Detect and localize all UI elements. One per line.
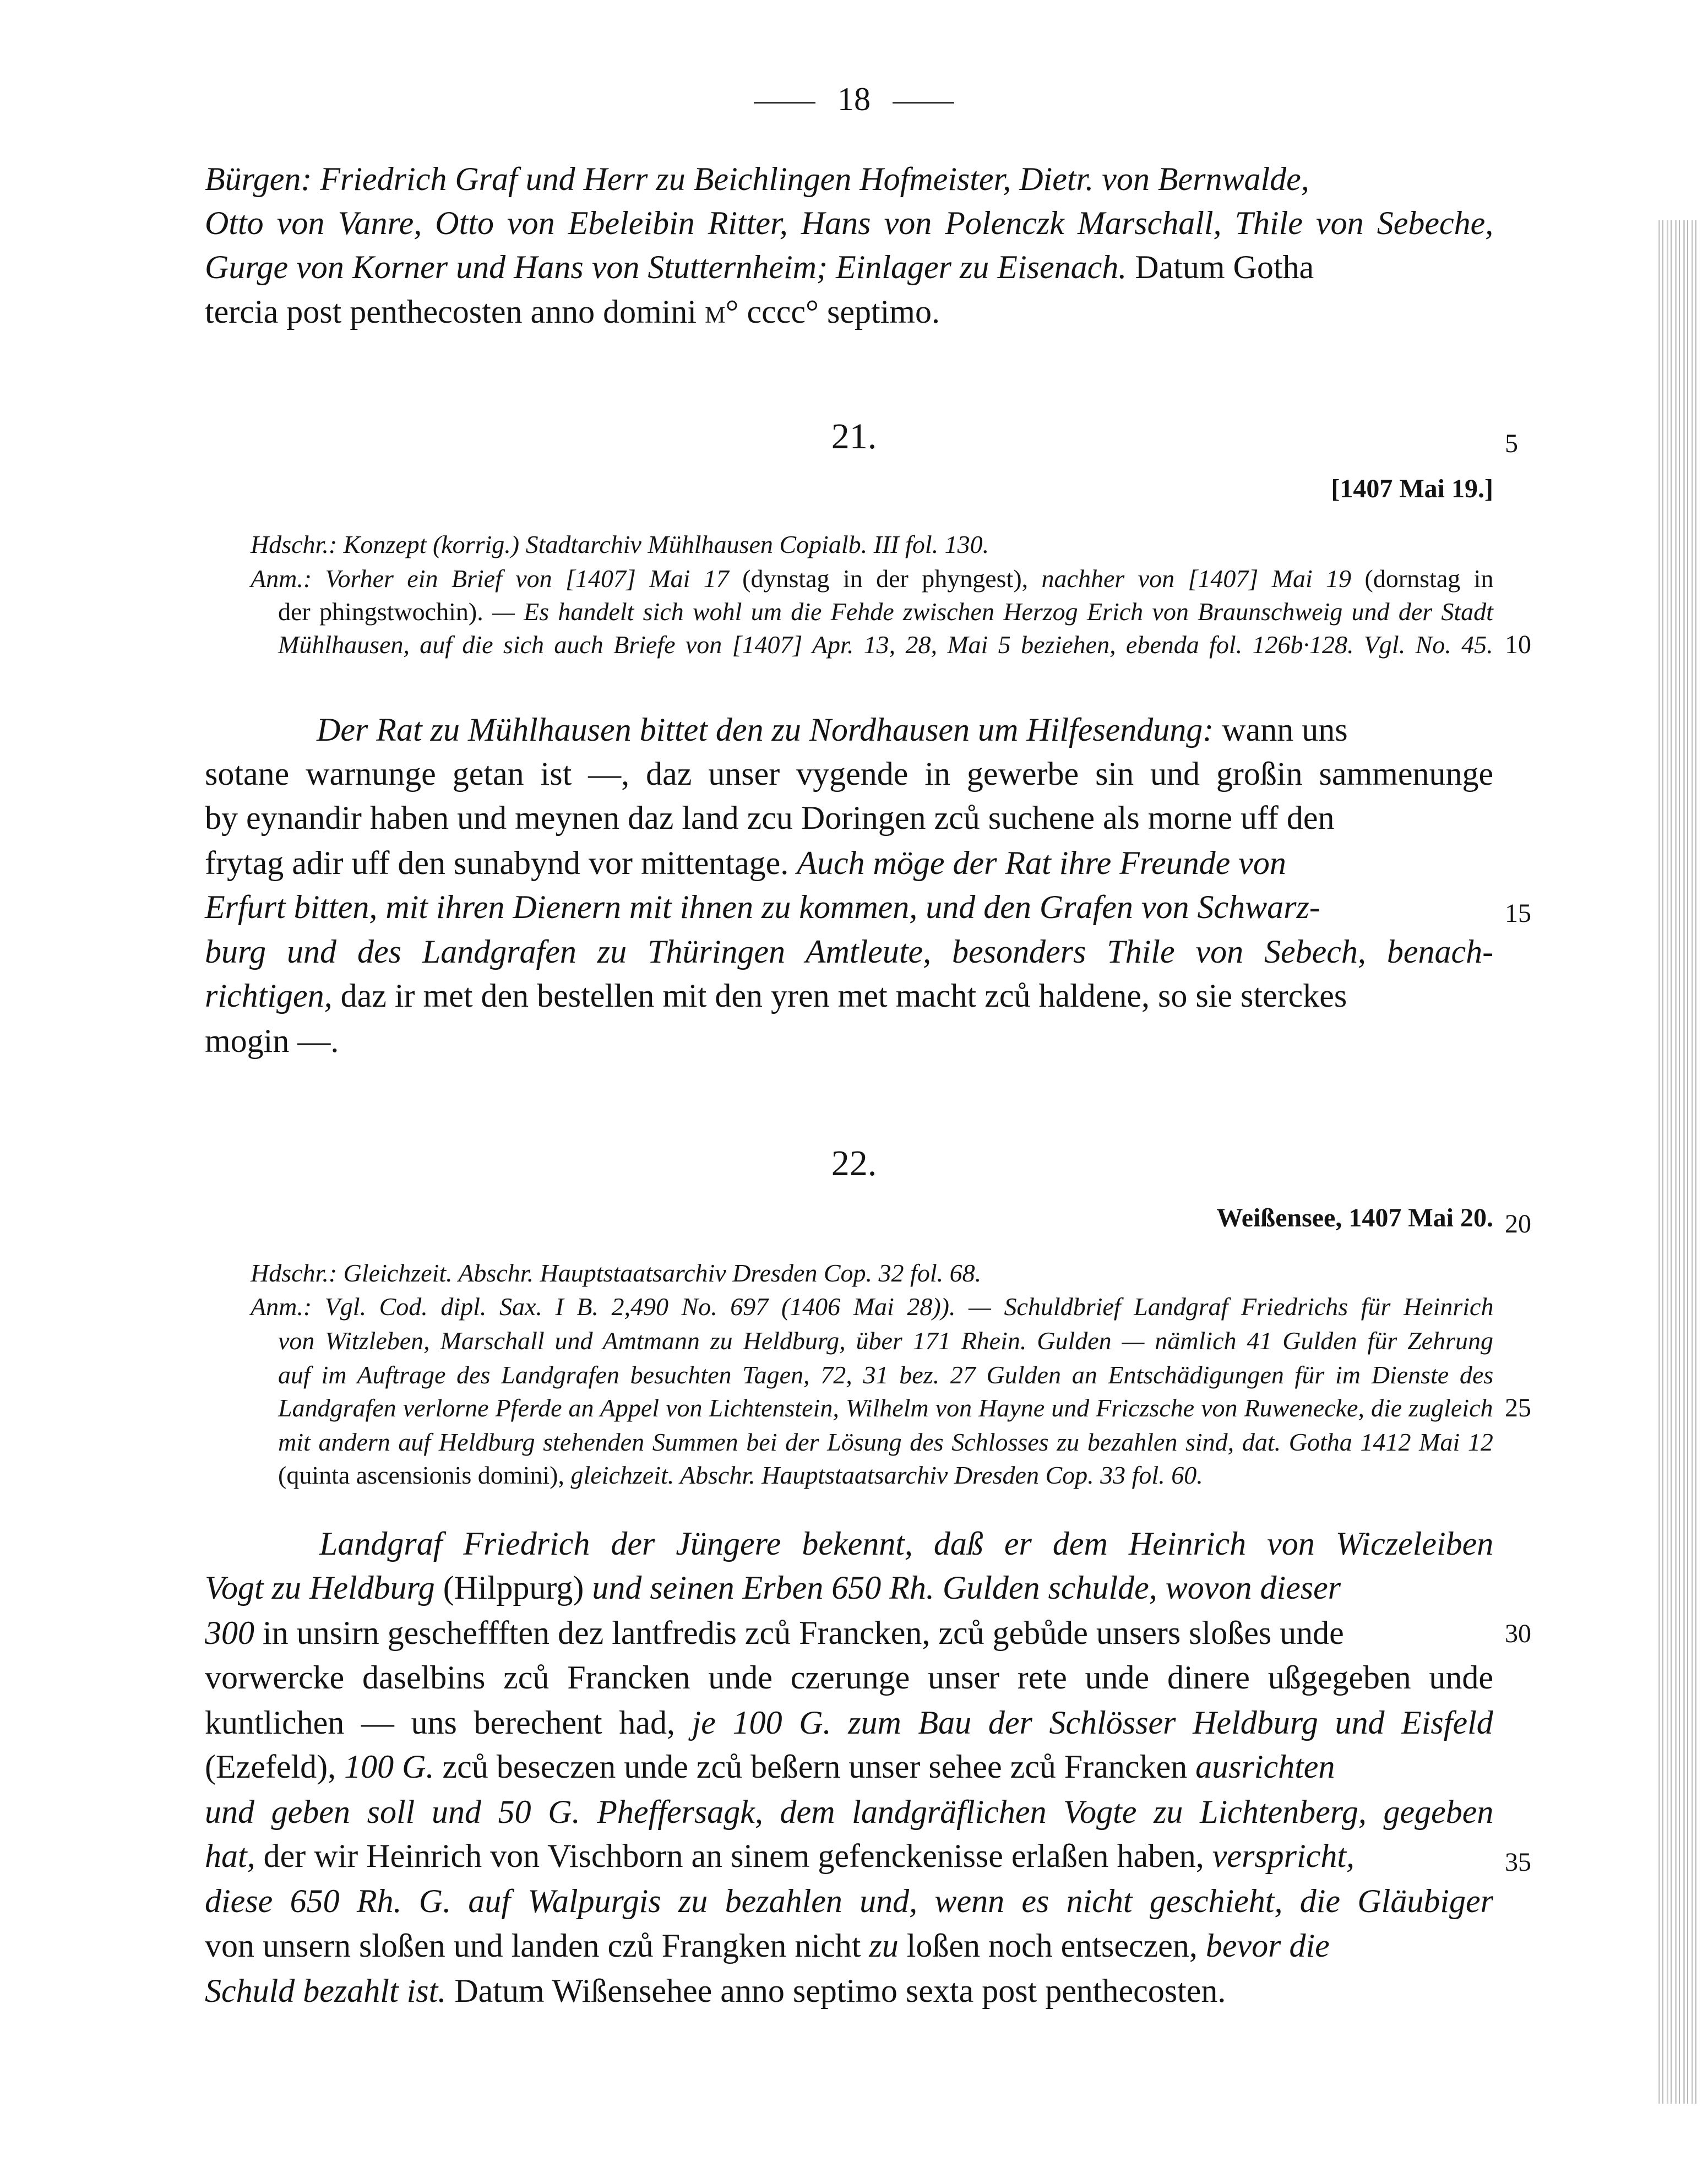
text-segment: frytag adir uff den sunabynd vor mittentage. [205,845,797,881]
text-segment: 300 [205,1615,254,1651]
text-line [205,1790,1493,1834]
text-segment: in unsirn gescheffften dez lantfredis zců Francken, zců gebůde unsers sloßes unde [254,1615,1344,1651]
text-segment: mogin —. [205,1023,339,1059]
text-segment: Landgraf Friedrich der Jüngere bekennt, daß er dem Heinrich von Wiczeleiben [319,1525,1494,1562]
document-date-22: Weißensee, 1407 Mai 20. [1216,1203,1493,1232]
text-segment: Anm.: Vorher ein Brief von [1407] Mai 17 [251,564,729,593]
text-segment: 100 G. [344,1748,434,1785]
text-segment: hat, [205,1838,255,1874]
text-segment: (dornstag in [1351,564,1494,593]
text-line [205,752,1493,796]
header-rule-left [754,102,815,104]
text-segment: diese 650 Rh. G. auf Walpurgis zu bezahlen und, wenn es nicht geschieht, die Gläubiger [205,1883,1493,1919]
text-segment: gleichzeit. Abschr. Hauptstaatsarchiv Dresden Cop. 33 fol. 60. [570,1461,1203,1489]
text-segment: Auch möge der Rat ihre Freunde von [797,845,1286,881]
text-segment: (quinta ascensionis domini), [278,1461,571,1489]
text-segment: tercia post penthecosten anno domini [205,294,705,330]
header-rule-right [893,102,954,104]
text-segment: Gurge von Korner und Hans von Stutternheim; Einlager zu Eisenach. [205,249,1127,285]
text-segment: burg und des Landgrafen zu Thüringen Amtleute, besonders Thile von Sebech, benach- [205,933,1494,970]
text-line [205,245,1314,289]
document-date-21: [1407 Mai 19.] [1331,474,1493,503]
note-line [278,1325,1493,1357]
text-line [205,1655,1493,1699]
text-segment: by eynandir haben und meynen daz land zcu Doringen zců suchene als morne uff den [205,800,1335,836]
note-line [278,1459,1203,1491]
text-segment: je 100 G. zum Bau der Schlösser Heldburg und Eisfeld [692,1704,1493,1741]
text-segment: daz ir met den bestellen mit den yren met macht zců haldene, so sie sterckes [332,978,1347,1014]
document-number-21: 21. [831,416,877,457]
line-number: 30 [1505,1619,1531,1648]
note-line [278,1392,1493,1424]
text-segment: Anm.: Vgl. Cod. dipl. Sax. I B. 2,490 No. 697 (1406 Mai 28)). — Schuldbrief Landgraf Friedrichs für Heinrich [251,1293,1494,1321]
text-line [205,1834,1355,1878]
text-segment: ° cccc° septimo. [725,294,940,330]
text-segment: Schuld bezahlt ist. [205,1973,447,2009]
text-segment: der phingstwochin). [278,598,492,626]
line-number: 15 [1505,899,1531,928]
text-segment: sotane warnunge getan ist —, daz unser vygende in gewerbe sin und großin sammenunge [205,756,1494,792]
text-segment: von unsern sloßen und landen czů Frangken nicht [205,1927,869,1964]
text-line [205,1611,1344,1655]
text-segment: zu [869,1927,899,1964]
text-line [205,841,1286,885]
text-line [205,201,1493,245]
text-segment: (dynstag in der phyngest), [728,564,1042,593]
line-number: 10 [1505,630,1531,659]
text-segment: Hdschr.: Gleichzeit. Abschr. Hauptstaatsarchiv Dresden Cop. 32 fol. 68. [251,1259,982,1287]
text-segment: loßen noch entseczen, [898,1927,1206,1964]
text-segment: Datum Gotha [1127,249,1314,285]
note-line [278,1359,1493,1391]
text-segment: (Hilppurg) [434,1570,592,1606]
text-line [205,1969,1226,2013]
note-line [251,1291,1493,1323]
text-line [205,974,1347,1018]
line-number: 20 [1505,1209,1531,1239]
line-number: 25 [1505,1393,1531,1422]
note-line [251,563,1493,595]
text-segment: Landgrafen verlorne Pferde an Appel von Lichtenstein, Wilhelm von Hayne und Friczsche von Ruwenecke, die zugleich [278,1394,1493,1422]
text-segment: Datum Wißensehee anno septimo sexta post penthecosten. [446,1973,1226,2009]
note-line [251,1257,981,1289]
text-line [205,930,1493,974]
line-number: 5 [1505,429,1518,458]
text-segment: mit andern auf Heldburg stehenden Summen bei der Lösung des Schlosses zu bezahlen sind, dat. Gotha 1412 Mai 12 [278,1428,1493,1456]
note-line [251,529,989,561]
page-header [0,77,1708,121]
text-segment: (Ezefeld), [205,1748,345,1785]
text-segment: und seinen Erben 650 Rh. Gulden schulde, wovon dieser [592,1570,1341,1606]
text-line [205,885,1320,929]
text-segment: von Witzleben, Marschall und Amtmann zu Heldburg, über 171 Rhein. Gulden — nämlich 41 Gulden für Zehrung [278,1327,1494,1355]
text-segment: Erfurt bitten, mit ihren Dienern mit ihnen zu kommen, und den Grafen von Schwarz- [205,889,1320,925]
text-segment: ausrichten [1195,1748,1335,1785]
text-segment: Bürgen: Friedrich Graf und Herr zu Beichlingen Hofmeister, Dietr. von Bernwalde, [205,161,1309,197]
text-line [319,1522,1493,1566]
text-segment: wann uns [1214,712,1348,748]
text-segment: kuntlichen — uns berechent had, [205,1704,692,1741]
line-number: 35 [1505,1848,1531,1877]
text-segment: nachher von [1407] Mai 19 [1041,564,1352,593]
text-segment: bevor die [1205,1927,1330,1964]
text-line [205,1701,1493,1745]
text-segment: verspricht, [1212,1838,1355,1874]
text-line [205,796,1334,840]
text-segment: zců beseczen unde zců beßern unser sehee zců Francken [434,1748,1196,1785]
text-segment: Hdschr.: Konzept (korrig.) Stadtarchiv Mühlhausen Copialb. III fol. 130. [251,530,989,558]
text-line [317,708,1348,752]
binding-edge [1658,220,1698,2104]
text-segment: auf im Auftrage des Landgrafen besuchten Tagen, 72, 31 bez. 27 Gulden an Entschädigungen für im Dienste des [278,1361,1494,1389]
text-segment: m [705,294,726,330]
text-segment: Der Rat zu Mühlhausen bittet den zu Nordhausen um Hilfesendung: [317,712,1214,748]
text-segment: Mühlhausen, auf die sich auch Briefe von [1407] Apr. 13, 28, Mai 5 beziehen, ebenda fol. 126b·128. Vgl. No. 45. [278,631,1493,659]
text-line [205,1924,1330,1968]
text-segment: Vogt zu Heldburg [205,1570,435,1606]
text-segment: richtigen, [205,978,333,1014]
text-segment: der wir Heinrich von Vischborn an sinem gefenckenisse erlaßen haben, [255,1838,1212,1874]
note-line [278,1426,1493,1458]
note-line [278,596,1493,628]
page-number: 18 [837,81,871,117]
text-line [205,1019,339,1063]
text-segment: Otto von Vanre, Otto von Ebeleibin Ritter, Hans von Polenczk Marschall, Thile von Sebeche, [205,205,1494,241]
text-line [205,157,1309,201]
text-segment: und geben soll und 50 G. Pheffersagk, dem landgräflichen Vogte zu Lichtenberg, gegeben [205,1794,1494,1830]
note-line [278,629,1493,661]
text-segment: — Es handelt sich wohl um die Fehde zwischen Herzog Erich von Braunschweig und der Stadt [492,598,1493,626]
text-line [205,1879,1493,1923]
document-number-22: 22. [831,1143,877,1183]
text-line [205,290,940,334]
text-segment: vorwercke daselbins zců Francken unde czerunge unser rete unde dinere ußgegeben unde [205,1659,1494,1696]
text-line [205,1745,1335,1789]
text-line [205,1566,1341,1610]
